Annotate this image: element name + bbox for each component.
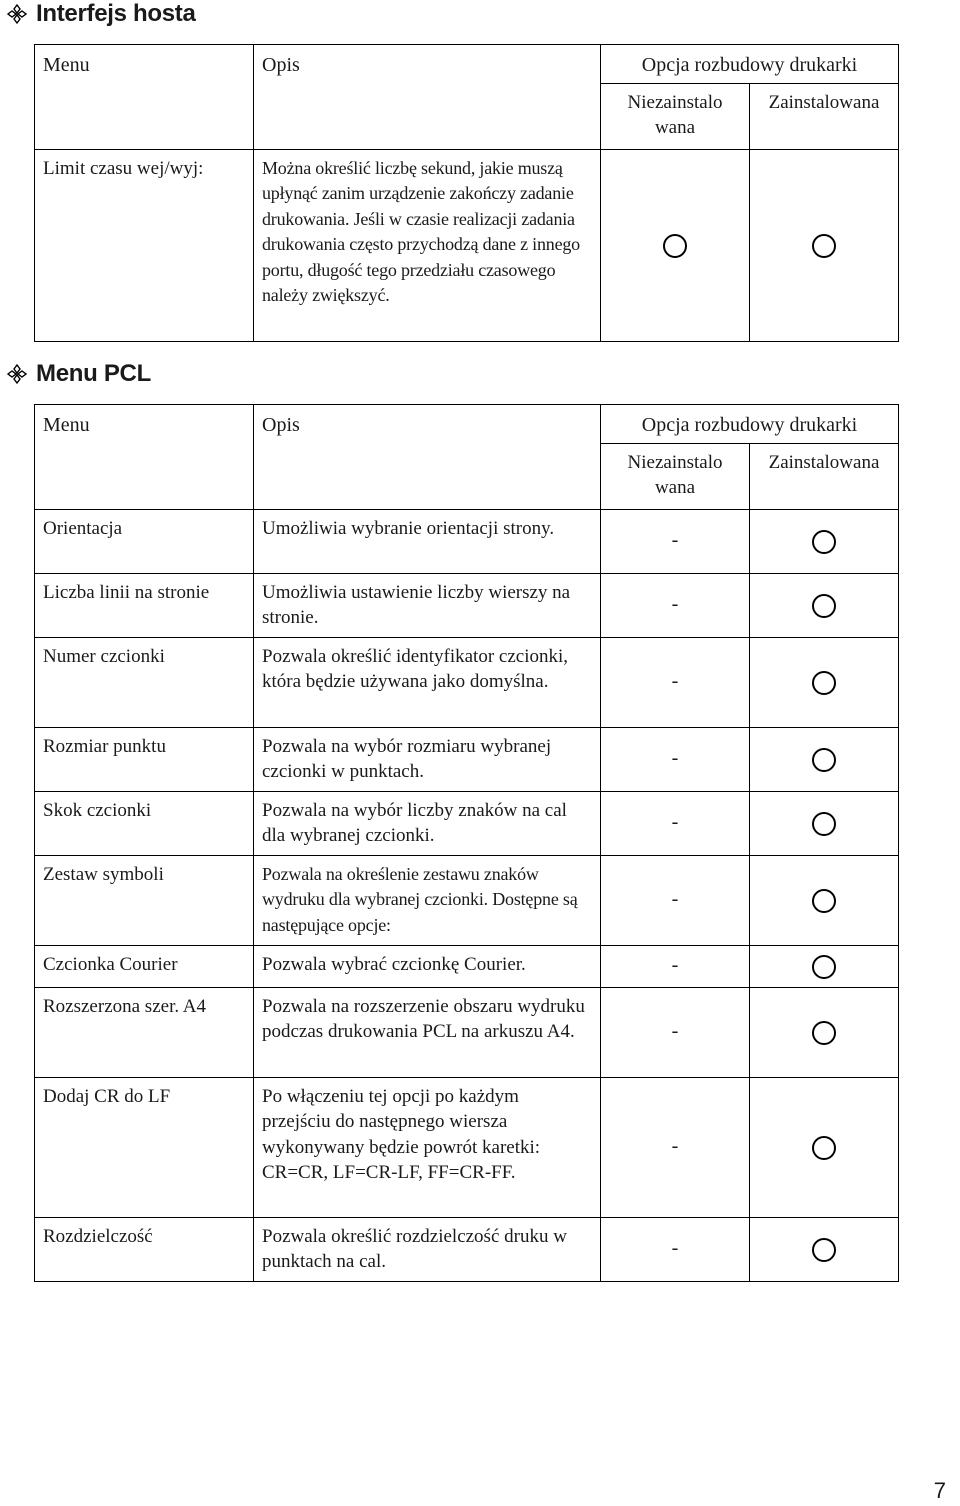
page-number: 7 [933,1478,946,1503]
zainstalowana-cell [750,1217,899,1281]
diamond-bullet-icon [6,3,28,25]
table-row [35,149,899,341]
opis-cell: Umożliwia wybranie orientacji strony. [254,509,601,573]
circle-icon [812,1021,836,1045]
header-menu: Menu [35,45,254,84]
zainstalowana-cell [750,573,899,637]
section-title-text: Menu PCL [36,360,151,387]
menu-cell: Orientacja [35,509,254,573]
table-row [35,637,899,727]
dash-mark: - [671,954,679,977]
dash-mark: - [671,670,679,693]
section-title-text: Interfejs hosta [36,0,196,27]
zainstalowana-cell [750,791,899,855]
opis-cell: Pozwala na określenie zestawu znaków wydruku dla wybranej czcionki. Dostępne są następujące opcje: [254,855,601,945]
dash-mark: - [671,1237,679,1260]
niezainstalowana-cell [601,149,750,341]
menu-cell: Liczba linii na stronie [35,573,254,637]
circle-icon [812,812,836,836]
table-row [35,987,899,1077]
circle-icon [812,594,836,618]
niezainstalowana-cell [601,987,750,1077]
menu-cell: Rozdzielczość [35,1217,254,1281]
niezainstalowana-cell [601,727,750,791]
opis-cell: Pozwala określić identyfikator czcionki, która będzie używana jako domyślna. [254,637,601,727]
diamond-bullet-icon [6,363,28,385]
dash-mark: - [671,747,679,770]
header-opis-blank [254,443,601,509]
menu-cell: Zestaw symboli [35,855,254,945]
zainstalowana-cell [750,1077,899,1217]
opis-cell: Pozwala na rozszerzenie obszaru wydruku podczas drukowania PCL na arkuszu A4. [254,987,601,1077]
table-row [35,509,899,573]
dash-mark: - [671,1020,679,1043]
header-opis: Opis [254,405,601,444]
table-row [35,1217,899,1281]
opis-cell: Pozwala wybrać czcionkę Courier. [254,945,601,987]
section-title-menu-pcl [6,360,151,388]
table-row [35,573,899,637]
header-opcja: Opcja rozbudowy drukarki [601,45,899,84]
header-niezainstalowana: Niezainstalo wana [601,443,750,509]
circle-icon [812,234,836,258]
circle-icon [812,1136,836,1160]
circle-icon [812,1238,836,1262]
zainstalowana-cell [750,149,899,341]
menu-pcl-table [34,404,899,1282]
opis-cell: Po włączeniu tej opcji po każdym przejściu do następnego wiersza wykonywany będzie powrót karetki: CR=CR, LF=CR-LF, FF=CR-FF. [254,1077,601,1217]
table-row [35,727,899,791]
zainstalowana-cell [750,855,899,945]
dash-mark: - [671,811,679,834]
circle-icon [812,748,836,772]
circle-icon [663,234,687,258]
circle-icon [812,955,836,979]
opis-cell: Umożliwia ustawienie liczby wierszy na stronie. [254,573,601,637]
niezainstalowana-cell [601,791,750,855]
menu-cell: Rozszerzona szer. A4 [35,987,254,1077]
niezainstalowana-cell [601,855,750,945]
dash-mark: - [671,1135,679,1158]
niezainstalowana-cell [601,509,750,573]
zainstalowana-cell [750,727,899,791]
header-opcja: Opcja rozbudowy drukarki [601,405,899,444]
niezainstalowana-cell [601,637,750,727]
menu-cell: Skok czcionki [35,791,254,855]
opis-cell: Pozwala na wybór liczby znaków na cal dla wybranej czcionki. [254,791,601,855]
dash-mark: - [671,529,679,552]
section-title-host-interface [6,0,196,28]
header-menu: Menu [35,405,254,444]
header-opis: Opis [254,45,601,84]
table-row [35,945,899,987]
header-menu-blank [35,83,254,149]
table-row [35,1077,899,1217]
header-opis-blank [254,83,601,149]
niezainstalowana-cell [601,1217,750,1281]
menu-cell: Dodaj CR do LF [35,1077,254,1217]
niezainstalowana-cell [601,1077,750,1217]
table-row [35,855,899,945]
menu-cell: Czcionka Courier [35,945,254,987]
dash-mark: - [671,593,679,616]
header-menu-blank [35,443,254,509]
niezainstalowana-cell [601,945,750,987]
circle-icon [812,530,836,554]
header-zainstalowana: Zainstalowana [750,443,899,509]
host-interface-table [34,44,899,342]
header-zainstalowana: Zainstalowana [750,83,899,149]
menu-cell: Numer czcionki [35,637,254,727]
circle-icon [812,889,836,913]
zainstalowana-cell [750,509,899,573]
menu-cell: Rozmiar punktu [35,727,254,791]
zainstalowana-cell [750,945,899,987]
menu-cell: Limit czasu wej/wyj: [35,149,254,341]
zainstalowana-cell [750,987,899,1077]
table-row [35,791,899,855]
niezainstalowana-cell [601,573,750,637]
header-niezainstalowana: Niezainstalo wana [601,83,750,149]
opis-cell: Pozwala na wybór rozmiaru wybranej czcionki w punktach. [254,727,601,791]
dash-mark: - [671,888,679,911]
opis-cell: Można określić liczbę sekund, jakie muszą upłynąć zanim urządzenie zakończy zadanie drukowania. Jeśli w czasie realizacji zadania drukowania często przychodzą dane z innego portu, długość tego przedziału czasowego należy zwiększyć. [254,149,601,341]
zainstalowana-cell [750,637,899,727]
opis-cell: Pozwala określić rozdzielczość druku w punktach na cal. [254,1217,601,1281]
circle-icon [812,671,836,695]
